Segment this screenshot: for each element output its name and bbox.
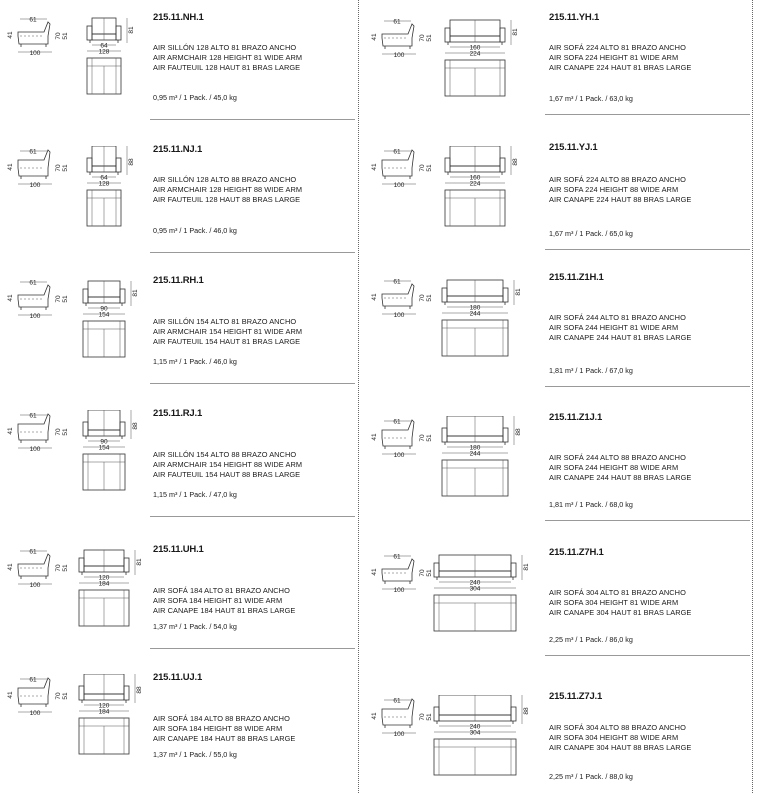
arm-height-label: 70 [419, 164, 426, 172]
seat-height-label: 41 [7, 163, 14, 171]
depth-label: 61 [29, 676, 37, 684]
product-spec: 1,15 m³ / 1 Pack. / 47,0 kg [153, 490, 237, 499]
product-code: 215.11.UJ.1 [153, 672, 203, 683]
description-line: AIR SOFA 224 HEIGHT 81 WIDE ARM [549, 53, 679, 62]
right-arm [511, 707, 516, 721]
seat-height-label: 41 [7, 691, 14, 699]
description-line: AIR SILLÓN 128 ALTO 88 BRAZO ANCHO [153, 175, 297, 184]
row-separator [545, 655, 750, 656]
product-code: 215.11.RH.1 [153, 275, 204, 286]
depth-label: 61 [393, 553, 401, 561]
left-arm [434, 563, 439, 577]
inner-width-label: 160 [469, 44, 481, 52]
width-label: 154 [98, 444, 110, 452]
total-depth-label: 100 [29, 182, 41, 189]
product-spec: 1,81 m³ / 1 Pack. / 68,0 kg [549, 500, 633, 509]
seat-height-label: 41 [371, 293, 378, 301]
product-technical-drawing [368, 146, 525, 244]
width-label: 154 [98, 311, 110, 319]
width-label: 184 [98, 580, 110, 588]
total-depth-label: 100 [29, 50, 41, 57]
row-separator [150, 516, 355, 517]
plan-backrest [442, 320, 508, 328]
product-technical-drawing [4, 277, 145, 375]
depth-label: 61 [29, 548, 37, 556]
width-label: 128 [98, 48, 110, 56]
column-divider [752, 0, 753, 793]
product-spec: 1,15 m³ / 1 Pack. / 46,0 kg [153, 357, 237, 366]
plan-backrest [83, 454, 125, 462]
width-label: 304 [469, 585, 481, 593]
seat-height-label: 41 [371, 433, 378, 441]
plan-backrest [83, 321, 125, 329]
height-label: 88 [136, 686, 143, 694]
description-line: AIR FAUTEUIL 128 HAUT 81 BRAS LARGE [153, 63, 301, 72]
description-line: AIR CANAPE 304 HAUT 88 BRAS LARGE [549, 743, 692, 752]
row-separator [545, 249, 750, 250]
description-line: AIR FAUTEUIL 128 HAUT 88 BRAS LARGE [153, 195, 301, 204]
depth-label: 61 [29, 279, 37, 287]
height-label: 81 [132, 289, 139, 297]
height-label: 81 [512, 28, 519, 36]
inner-width-label: 64 [100, 42, 108, 50]
plan-backrest [445, 190, 505, 198]
product-code: 215.11.YH.1 [549, 12, 600, 23]
seat-height-label: 41 [371, 568, 378, 576]
height-label: 81 [515, 288, 522, 296]
arm-height-label: 70 [55, 564, 62, 572]
arm-height-label: 70 [419, 569, 426, 577]
right-arm [500, 28, 505, 42]
total-depth-label: 100 [393, 731, 405, 738]
product-description [153, 43, 302, 73]
product-description [153, 317, 302, 347]
side-view [18, 22, 50, 44]
total-depth-label: 100 [29, 446, 41, 453]
inner-width-label: 240 [469, 579, 481, 587]
right-arm [124, 558, 129, 572]
product-technical-drawing [368, 416, 528, 514]
right-arm [503, 428, 508, 442]
product-description [549, 175, 691, 205]
product-technical-drawing [368, 276, 528, 374]
seat-depth-label: 51 [426, 713, 433, 721]
product-code: 215.11.UH.1 [153, 544, 204, 555]
height-label: 88 [515, 428, 522, 436]
product-description [549, 723, 691, 753]
arm-height-label: 70 [55, 692, 62, 700]
seat-height-label: 41 [371, 712, 378, 720]
total-depth-label: 100 [29, 582, 41, 589]
width-label: 244 [469, 310, 481, 318]
seat-height-label: 41 [371, 163, 378, 171]
left-arm [79, 558, 84, 572]
plan-backrest [434, 595, 516, 603]
seat-depth-label: 51 [426, 164, 433, 172]
left-arm [87, 158, 92, 172]
depth-label: 61 [393, 18, 401, 26]
product-description [153, 175, 302, 205]
description-line: AIR SOFA 304 HEIGHT 88 WIDE ARM [549, 733, 679, 742]
description-line: AIR CANAPE 244 HAUT 88 BRAS LARGE [549, 473, 692, 482]
height-label: 88 [128, 158, 135, 166]
right-arm [120, 422, 125, 436]
description-line: AIR SOFÁ 304 ALTO 88 BRAZO ANCHO [549, 723, 686, 732]
seat-depth-label: 51 [426, 569, 433, 577]
product-code: 215.11.RJ.1 [153, 408, 203, 419]
seat-depth-label: 51 [62, 164, 69, 172]
side-view [382, 284, 414, 306]
side-view [382, 24, 414, 46]
depth-label: 61 [393, 697, 401, 705]
product-technical-drawing [4, 410, 145, 508]
inner-width-label: 180 [469, 444, 481, 452]
depth-label: 61 [29, 16, 37, 24]
description-line: AIR SOFA 244 HEIGHT 81 WIDE ARM [549, 323, 679, 332]
product-technical-drawing [368, 695, 536, 793]
width-label: 224 [469, 50, 481, 58]
product-code: 215.11.Z7H.1 [549, 547, 604, 558]
description-line: AIR SILLÓN 154 ALTO 81 BRAZO ANCHO [153, 317, 297, 326]
product-code: 215.11.Z1J.1 [549, 412, 603, 423]
plan-backrest [79, 590, 129, 598]
description-line: AIR CANAPE 224 HAUT 81 BRAS LARGE [549, 63, 692, 72]
product-code: 215.11.NJ.1 [153, 144, 203, 155]
side-view [18, 554, 50, 576]
description-line: AIR SOFÁ 184 ALTO 81 BRAZO ANCHO [153, 586, 290, 595]
width-label: 304 [469, 729, 481, 737]
inner-width-label: 120 [98, 702, 110, 710]
description-line: AIR SOFÁ 224 ALTO 88 BRAZO ANCHO [549, 175, 686, 184]
product-spec: 0,95 m³ / 1 Pack. / 46,0 kg [153, 226, 237, 235]
left-arm [83, 289, 88, 303]
arm-height-label: 70 [55, 428, 62, 436]
product-description [153, 586, 295, 616]
description-line: AIR SOFÁ 224 ALTO 81 BRAZO ANCHO [549, 43, 686, 52]
left-arm [434, 707, 439, 721]
seat-depth-label: 51 [426, 34, 433, 42]
description-line: AIR CANAPE 184 HAUT 81 BRAS LARGE [153, 606, 296, 615]
depth-label: 61 [29, 412, 37, 420]
side-view [382, 559, 414, 581]
height-label: 81 [136, 558, 143, 566]
left-arm [87, 26, 92, 40]
inner-width-label: 120 [98, 574, 110, 582]
height-label: 81 [128, 26, 135, 34]
height-label: 88 [523, 707, 530, 715]
height-label: 88 [512, 158, 519, 166]
total-depth-label: 100 [29, 313, 41, 320]
description-line: AIR SILLÓN 154 ALTO 88 BRAZO ANCHO [153, 450, 297, 459]
plan-backrest [434, 739, 516, 747]
height-label: 88 [132, 422, 139, 430]
description-line: AIR ARMCHAIR 128 HEIGHT 81 WIDE ARM [153, 53, 303, 62]
product-spec: 1,67 m³ / 1 Pack. / 63,0 kg [549, 94, 633, 103]
product-description [549, 43, 691, 73]
description-line: AIR SOFÁ 304 ALTO 81 BRAZO ANCHO [549, 588, 686, 597]
description-line: AIR FAUTEUIL 154 HAUT 88 BRAS LARGE [153, 470, 301, 479]
seat-depth-label: 51 [426, 294, 433, 302]
left-arm [445, 28, 450, 42]
total-depth-label: 100 [393, 52, 405, 59]
left-arm [445, 158, 450, 172]
product-spec: 1,67 m³ / 1 Pack. / 65,0 kg [549, 229, 633, 238]
seat-depth-label: 51 [62, 692, 69, 700]
left-arm [83, 422, 88, 436]
product-code: 215.11.Z7J.1 [549, 691, 603, 702]
description-line: AIR CANAPE 304 HAUT 81 BRAS LARGE [549, 608, 692, 617]
seat-depth-label: 51 [62, 564, 69, 572]
total-depth-label: 100 [393, 452, 405, 459]
plan-backrest [79, 718, 129, 726]
description-line: AIR SOFÁ 244 ALTO 81 BRAZO ANCHO [549, 313, 686, 322]
row-separator [150, 648, 355, 649]
left-arm [442, 428, 447, 442]
product-spec: 1,81 m³ / 1 Pack. / 67,0 kg [549, 366, 633, 375]
row-separator [545, 520, 750, 521]
inner-width-label: 90 [100, 305, 108, 313]
arm-height-label: 70 [419, 434, 426, 442]
right-arm [124, 686, 129, 700]
seat-depth-label: 51 [62, 428, 69, 436]
product-technical-drawing [4, 14, 141, 112]
depth-label: 61 [393, 278, 401, 286]
product-spec: 2,25 m³ / 1 Pack. / 86,0 kg [549, 635, 633, 644]
arm-height-label: 70 [419, 294, 426, 302]
product-technical-drawing [368, 551, 536, 649]
seat-height-label: 41 [7, 563, 14, 571]
inner-width-label: 90 [100, 438, 108, 446]
product-code: 215.11.NH.1 [153, 12, 204, 23]
right-arm [500, 158, 505, 172]
row-separator [150, 119, 355, 120]
total-depth-label: 100 [393, 312, 405, 319]
product-technical-drawing [4, 546, 149, 644]
total-depth-label: 100 [393, 182, 405, 189]
product-spec: 1,37 m³ / 1 Pack. / 55,0 kg [153, 750, 237, 759]
description-line: AIR SOFA 304 HEIGHT 81 WIDE ARM [549, 598, 679, 607]
product-code: 215.11.Z1H.1 [549, 272, 604, 283]
seat-depth-label: 51 [62, 32, 69, 40]
product-technical-drawing [4, 146, 141, 244]
width-label: 224 [469, 180, 481, 188]
total-depth-label: 100 [393, 587, 405, 594]
right-arm [511, 563, 516, 577]
inner-width-label: 160 [469, 174, 481, 182]
right-arm [120, 289, 125, 303]
seat-height-label: 41 [371, 33, 378, 41]
depth-label: 61 [393, 418, 401, 426]
description-line: AIR SOFA 224 HEIGHT 88 WIDE ARM [549, 185, 679, 194]
description-line: AIR CANAPE 224 HAUT 88 BRAS LARGE [549, 195, 692, 204]
description-line: AIR CANAPE 184 HAUT 88 BRAS LARGE [153, 734, 296, 743]
arm-height-label: 70 [55, 32, 62, 40]
seat-height-label: 41 [7, 31, 14, 39]
description-line: AIR SOFÁ 244 ALTO 88 BRAZO ANCHO [549, 453, 686, 462]
left-arm [79, 686, 84, 700]
description-line: AIR ARMCHAIR 154 HEIGHT 81 WIDE ARM [153, 327, 303, 336]
plan-backrest [445, 60, 505, 68]
description-line: AIR SOFÁ 184 ALTO 88 BRAZO ANCHO [153, 714, 290, 723]
arm-height-label: 70 [419, 34, 426, 42]
arm-height-label: 70 [55, 164, 62, 172]
depth-label: 61 [29, 148, 37, 156]
left-arm [442, 288, 447, 302]
seat-height-label: 41 [7, 294, 14, 302]
description-line: AIR SOFA 184 HEIGHT 81 WIDE ARM [153, 596, 283, 605]
product-description [153, 714, 295, 744]
description-line: AIR ARMCHAIR 128 HEIGHT 88 WIDE ARM [153, 185, 303, 194]
side-view [18, 285, 50, 307]
height-label: 81 [523, 563, 530, 571]
seat-depth-label: 51 [426, 434, 433, 442]
inner-width-label: 180 [469, 304, 481, 312]
product-description [153, 450, 302, 480]
depth-label: 61 [393, 148, 401, 156]
arm-height-label: 70 [55, 295, 62, 303]
product-description [549, 453, 691, 483]
inner-width-label: 240 [469, 723, 481, 731]
description-line: AIR SILLÓN 128 ALTO 81 BRAZO ANCHO [153, 43, 297, 52]
row-separator [545, 114, 750, 115]
description-line: AIR FAUTEUIL 154 HAUT 81 BRAS LARGE [153, 337, 301, 346]
product-spec: 2,25 m³ / 1 Pack. / 88,0 kg [549, 772, 633, 781]
product-spec: 0,95 m³ / 1 Pack. / 45,0 kg [153, 93, 237, 102]
right-arm [116, 158, 121, 172]
plan-backrest [442, 460, 508, 468]
inner-width-label: 64 [100, 174, 108, 182]
product-technical-drawing [4, 674, 149, 772]
description-line: AIR SOFA 184 HEIGHT 88 WIDE ARM [153, 724, 283, 733]
width-label: 128 [98, 180, 110, 188]
description-line: AIR ARMCHAIR 154 HEIGHT 88 WIDE ARM [153, 460, 303, 469]
description-line: AIR SOFA 244 HEIGHT 88 WIDE ARM [549, 463, 679, 472]
row-separator [545, 386, 750, 387]
product-description [549, 313, 691, 343]
row-separator [150, 383, 355, 384]
seat-height-label: 41 [7, 427, 14, 435]
width-label: 244 [469, 450, 481, 458]
right-arm [503, 288, 508, 302]
product-technical-drawing [368, 16, 525, 114]
row-separator [150, 252, 355, 253]
product-code: 215.11.YJ.1 [549, 142, 598, 153]
arm-height-label: 70 [419, 713, 426, 721]
seat-depth-label: 51 [62, 295, 69, 303]
width-label: 184 [98, 708, 110, 716]
right-arm [116, 26, 121, 40]
description-line: AIR CANAPE 244 HAUT 81 BRAS LARGE [549, 333, 692, 342]
product-description [549, 588, 691, 618]
product-spec: 1,37 m³ / 1 Pack. / 54,0 kg [153, 622, 237, 631]
total-depth-label: 100 [29, 710, 41, 717]
column-divider [358, 0, 359, 793]
